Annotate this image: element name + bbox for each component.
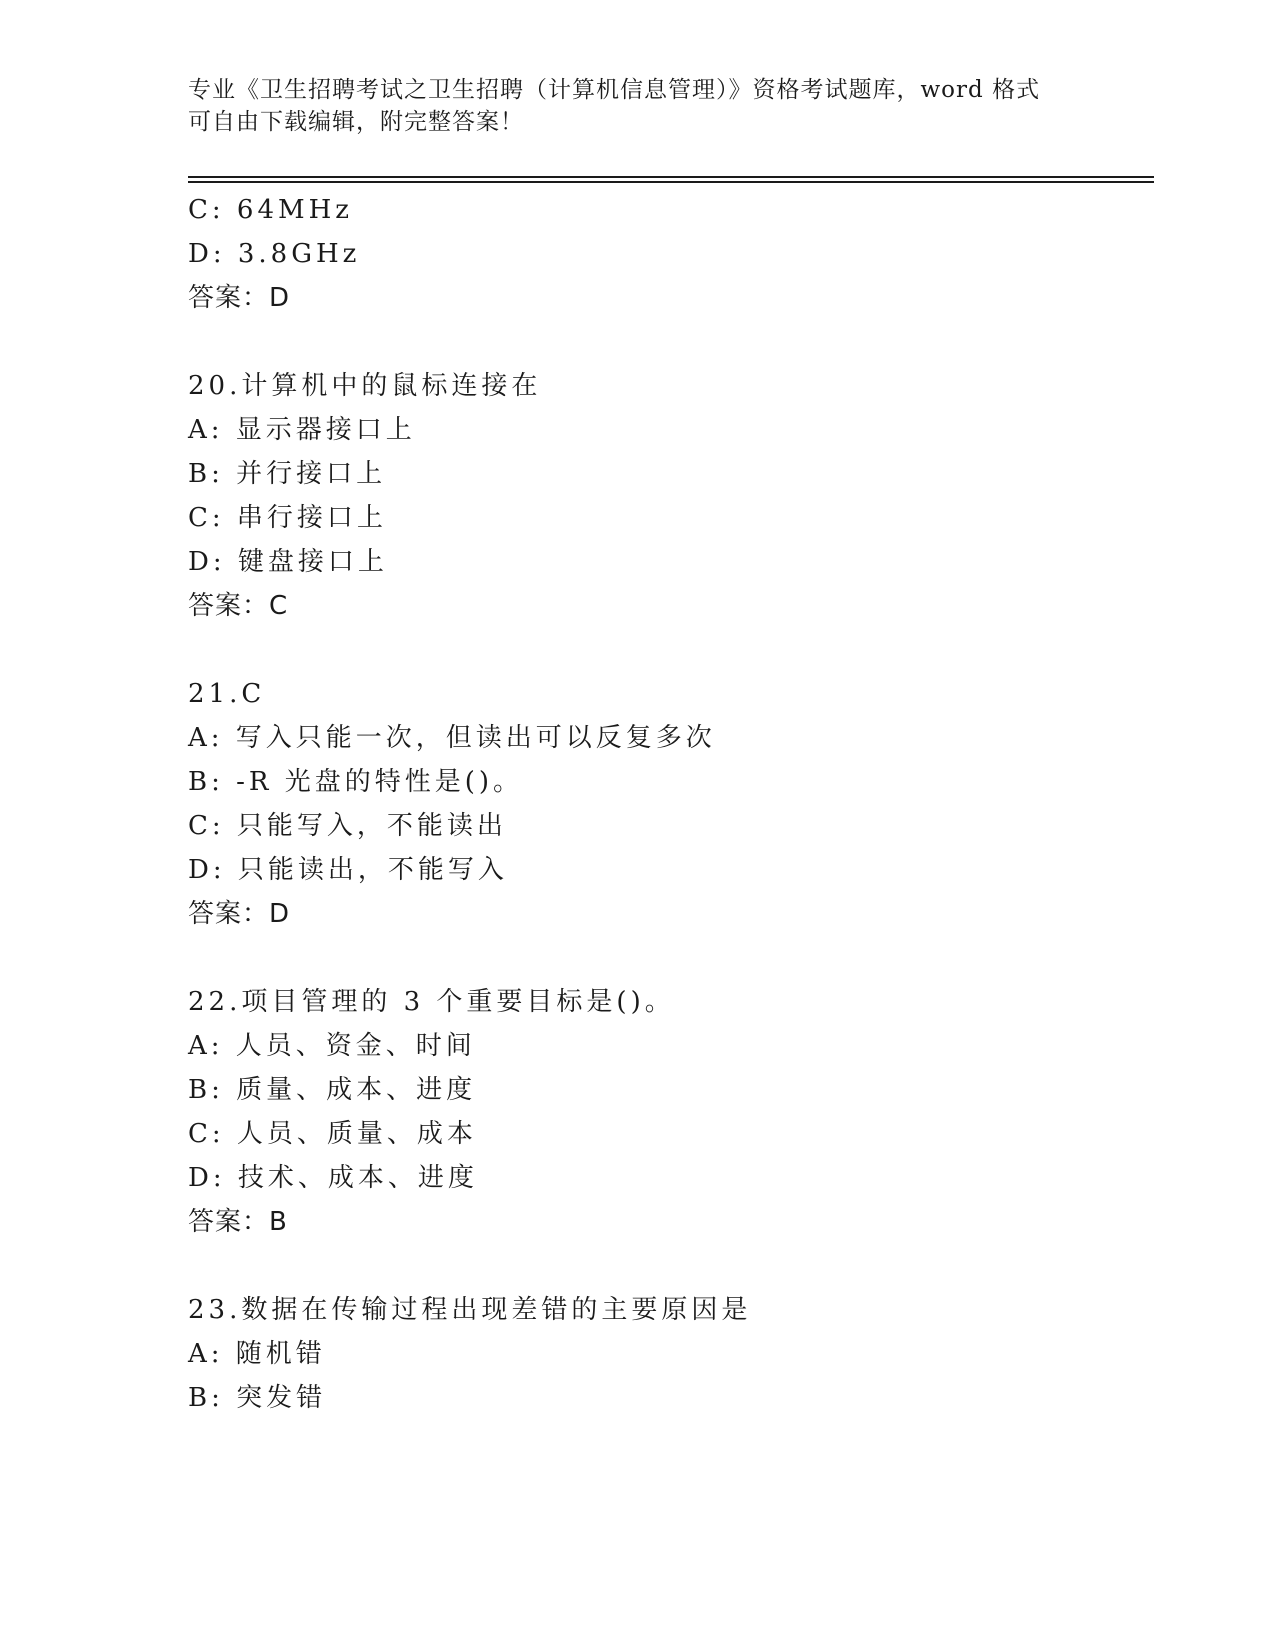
document-header — [188, 74, 1088, 138]
q21-option-d: D: 只能读出，不能写入 — [188, 855, 508, 885]
q20-option-b: B: 并行接口上 — [188, 459, 387, 489]
q21-option-c: C: 只能写入，不能读出 — [188, 811, 507, 841]
q22-option-d: D: 技术、成本、进度 — [188, 1163, 478, 1193]
header-line-1: 专业《卫生招聘考试之卫生招聘（计算机信息管理）》资格考试题库，word 格式 — [188, 77, 1041, 103]
header-divider-bottom — [188, 181, 1154, 183]
q21-answer: 答案：D — [188, 899, 291, 929]
q21-option-a: A: 写入只能一次，但读出可以反复多次 — [188, 723, 716, 753]
q23-option-a: A: 随机错 — [188, 1339, 326, 1369]
q23-question: 23.数据在传输过程出现差错的主要原因是 — [188, 1295, 752, 1325]
header-line-2: 可自由下载编辑，附完整答案！ — [188, 109, 524, 135]
q20-option-c: C: 串行接口上 — [188, 503, 387, 533]
q23-option-b: B: 突发错 — [188, 1383, 327, 1413]
q22-answer: 答案：B — [188, 1207, 288, 1237]
q22-question: 22.项目管理的 3 个重要目标是()。 — [188, 987, 675, 1017]
q19-option-d: D: 3.8GHz — [188, 239, 361, 269]
q22-option-b: B: 质量、成本、进度 — [188, 1075, 477, 1105]
q22-option-c: C: 人员、质量、成本 — [188, 1119, 477, 1149]
q19-answer: 答案：D — [188, 283, 291, 313]
q20-answer: 答案：C — [188, 591, 289, 621]
header-divider-top — [188, 176, 1154, 178]
q20-question: 20.计算机中的鼠标连接在 — [188, 371, 542, 401]
q19-option-c: C: 64MHz — [188, 195, 353, 225]
q22-option-a: A: 人员、资金、时间 — [188, 1031, 476, 1061]
q21-option-b: B: -R 光盘的特性是()。 — [188, 767, 524, 797]
q20-option-d: D: 键盘接口上 — [188, 547, 388, 577]
q20-option-a: A: 显示器接口上 — [188, 415, 416, 445]
q21-question: 21.C — [188, 679, 266, 709]
